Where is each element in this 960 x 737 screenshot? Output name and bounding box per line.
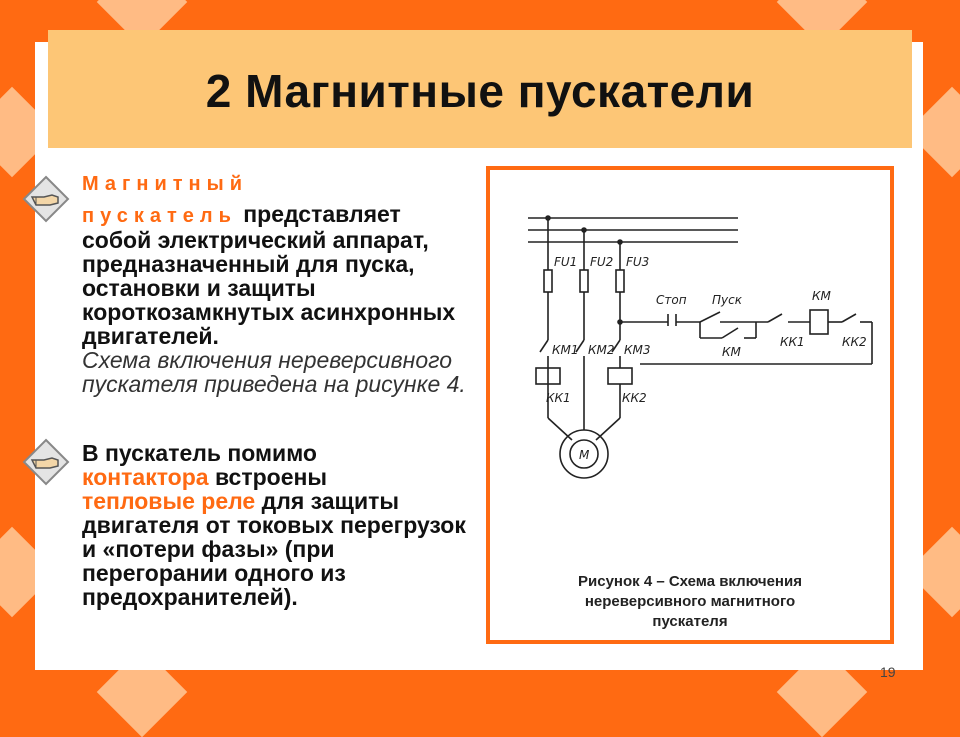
para2-contactor: контактора — [82, 464, 209, 490]
para2-thermal-relay: тепловые реле — [82, 488, 256, 514]
paragraph-definition — [82, 172, 482, 396]
label-kk1: КК1 — [780, 335, 805, 349]
label-fu2: FU2 — [590, 255, 614, 269]
paragraph-thermal-relay — [82, 441, 482, 609]
label-km3: КМ3 — [624, 343, 651, 357]
label-start: Пуск — [712, 293, 742, 307]
label-stop: Стоп — [656, 293, 687, 307]
label-km-contact: КМ — [722, 345, 741, 359]
title-band — [48, 30, 912, 148]
label-km2: КМ2 — [588, 343, 615, 357]
label-kk2-heater: КК2 — [622, 391, 647, 405]
term-line-2: пускатель — [82, 205, 237, 227]
label-motor: М — [579, 448, 590, 462]
pointing-hand-bullet-icon — [22, 438, 70, 486]
para2-part3: для защиты двигателя от токовых перегрузок и «потери фазы» (при перегорании одного из предохранителей). — [82, 488, 466, 610]
label-km1: КМ1 — [552, 343, 579, 357]
page-number: 19 — [880, 664, 896, 680]
label-fu3: FU3 — [626, 255, 650, 269]
label-kk2: КК2 — [842, 335, 867, 349]
caption-line-3: пускателя — [652, 613, 728, 630]
pointing-hand-bullet-icon — [22, 175, 70, 223]
label-km-coil: КМ — [812, 289, 831, 303]
label-fu1: FU1 — [554, 255, 578, 269]
para2-part1: В пускатель помимо — [82, 440, 317, 466]
caption-line-2: нереверсивного магнитного — [584, 593, 796, 610]
para2-part2: встроены — [208, 464, 328, 490]
label-kk1-heater: КК1 — [546, 391, 571, 405]
figure-caption — [500, 572, 880, 632]
figure-reference: Схема включения нереверсивного пускателя приведена на рисунке 4. — [82, 347, 466, 397]
definition-body: собой электрический аппарат, предназначенный для пуска, остановки и защиты короткозамкнутых асинхронных двигателей. — [82, 227, 456, 349]
term-line-1: Магнитный — [82, 173, 248, 195]
circuit-diagram — [500, 200, 880, 490]
caption-line-1: Рисунок 4 – Схема включения — [578, 573, 802, 590]
definition-start: представляет — [236, 201, 401, 227]
slide-title: 2 Магнитные пускатели — [205, 65, 755, 117]
